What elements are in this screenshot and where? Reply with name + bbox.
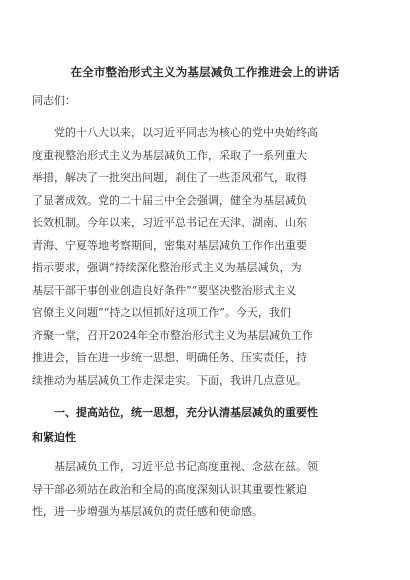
heading-line: 一、提高站位，统一思想，充分认清基层减负的重要性	[54, 406, 318, 419]
paragraph-line: 指示要求，强调“持续深化整治形式主义为基层减负，为	[32, 261, 302, 274]
paragraph-line: 青海、宁夏等地考察期间，密集对基层减负工作作出重要	[32, 238, 307, 252]
heading-line: 和紧迫性	[32, 431, 76, 444]
paragraph-line: 举措，解决了一批突出问题，刹住了一些歪风邪气，取得	[32, 171, 307, 184]
paragraph-line: 基层减负工作，习近平总书记高度重视、念兹在兹。领	[54, 460, 318, 473]
paragraph-1	[32, 122, 378, 392]
paragraph-line: 长效机制。今年以来，习近平总书记在天津、湖南、山东	[32, 216, 307, 229]
paragraph-line: 续推动为基层减负工作走深走实。下面，我讲几点意见。	[32, 373, 307, 387]
paragraph-line: 导干部必须站在政治和全局的高度深刻认识其重要性紧迫	[32, 482, 307, 496]
paragraph-line: 党的十八大以来，以习近平同志为核心的党中央始终高	[54, 126, 318, 139]
paragraph-line: 官僚主义问题”“持之以恒抓好这项工作”。今天，我们	[32, 306, 291, 319]
section-heading-1	[32, 400, 378, 450]
paragraph-2	[32, 456, 378, 524]
paragraph-line: 性，进一步增强为基层减负的责任感和使命感。	[32, 505, 263, 518]
paragraph-line: 度重视整治形式主义为基层减负工作，采取了一系列重大	[32, 148, 307, 162]
document-title: 在全市整治形式主义为基层减负工作推进会上的讲话	[70, 65, 340, 79]
greeting: 同志们：	[32, 94, 76, 107]
paragraph-line: 了显著成效。党的二十届三中全会强调，健全为基层减负	[32, 193, 307, 207]
paragraph-line: 齐聚一堂，召开2024年全市整治形式主义为基层减负工作	[32, 328, 313, 342]
paragraph-line: 推进会，旨在进一步统一思想、明确任务、压实责任，持	[32, 351, 307, 364]
paragraph-line: 基层干部干事创业创造良好条件”“要坚决整治形式主义	[32, 283, 297, 297]
